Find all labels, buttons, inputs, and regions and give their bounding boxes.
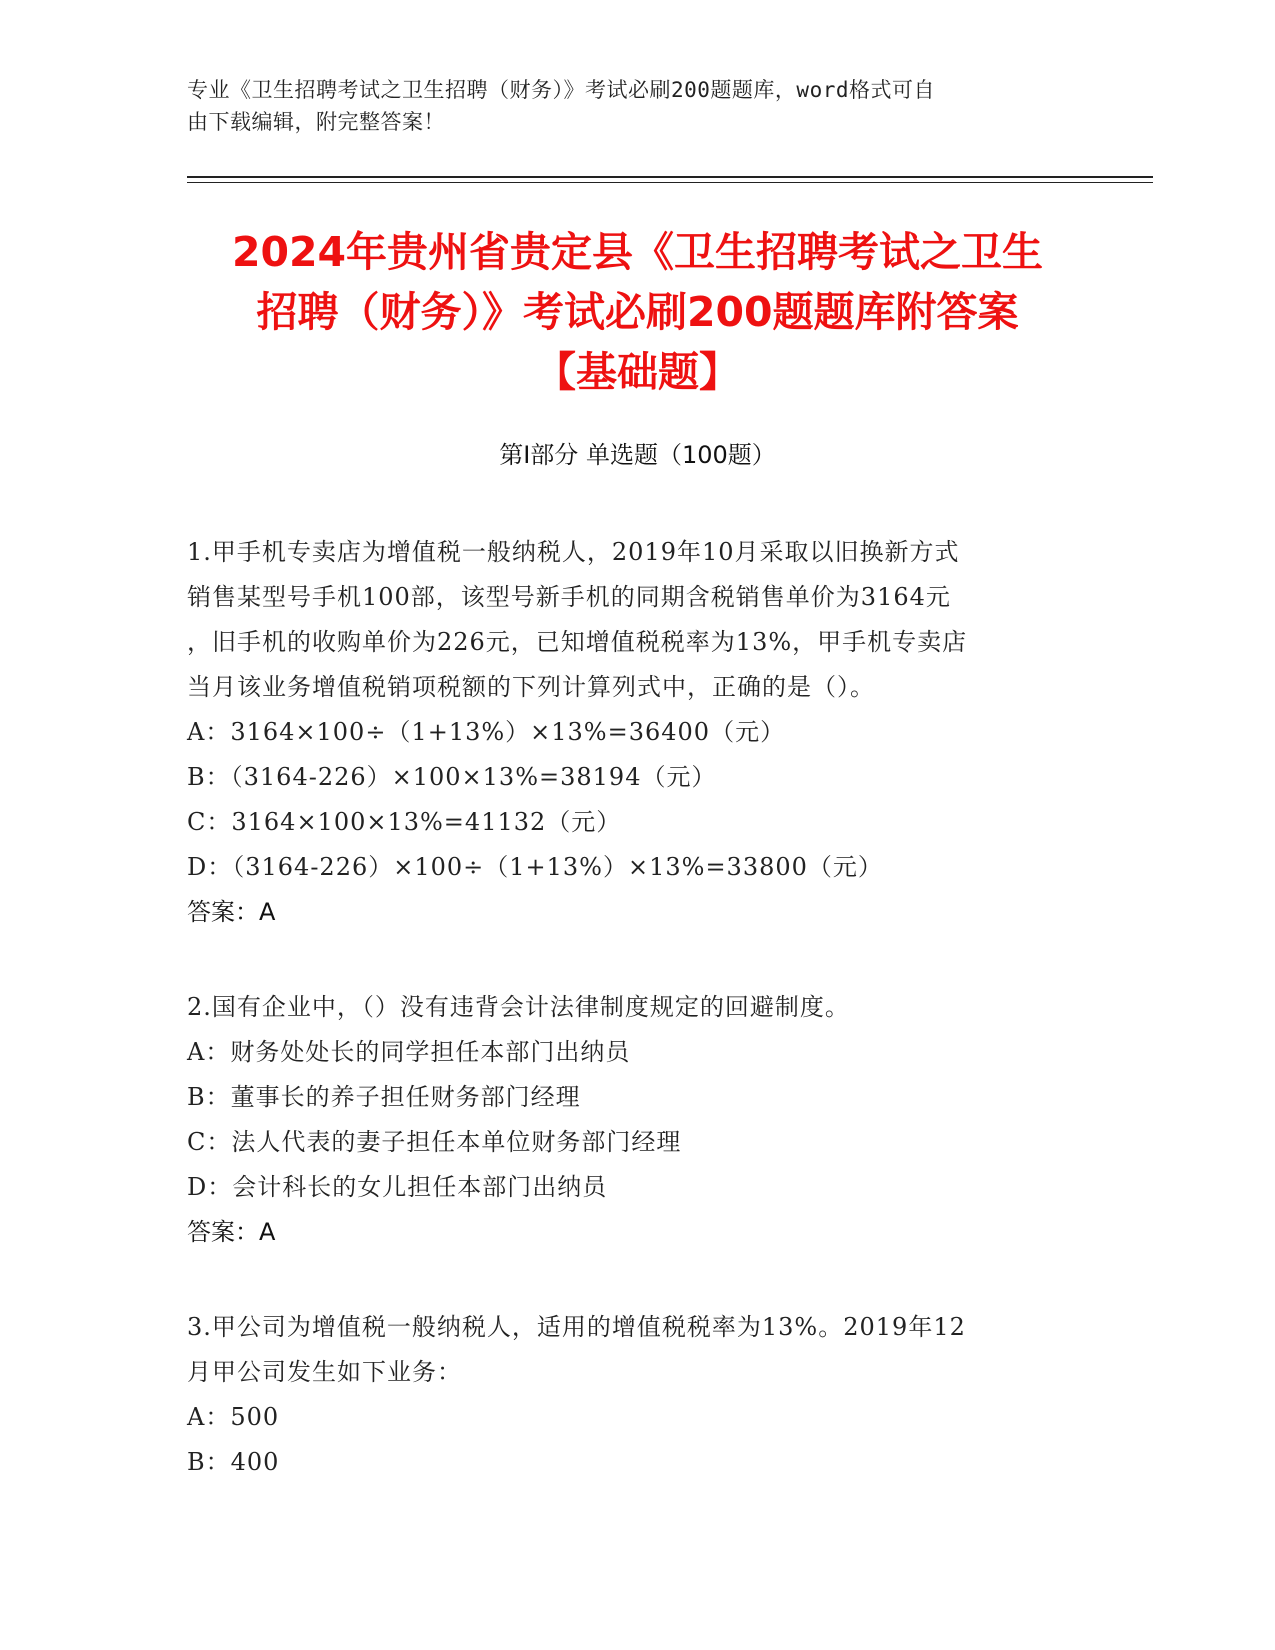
question-stem-line: 2.国有企业中，（）没有违背会计法律制度规定的回避制度。 [187,993,850,1021]
header-note [187,74,1087,138]
question-stem-line: 月甲公司发生如下业务： [187,1358,462,1386]
option-c: C：法人代表的妻子担任本单位财务部门经理 [187,1128,682,1156]
answer: 答案：A [187,898,276,926]
answer: 答案：A [187,1218,276,1246]
title-line: 招聘（财务）》考试必刷200题题库附答案 [256,288,1019,336]
section-heading: 第Ⅰ部分 单选题（100题） [499,441,776,469]
option-a: A：500 [187,1403,280,1431]
option-a: A：财务处处长的同学担任本部门出纳员 [187,1038,631,1066]
question-stem-line: ，旧手机的收购单价为226元，已知增值税税率为13%，甲手机专卖店 [187,628,968,656]
option-a: A：3164×100÷（1+13%）×13%=36400（元） [187,718,786,746]
question-3 [187,1305,1087,1485]
question-stem [187,1305,1087,1395]
option-b: B：董事长的养子担任财务部门经理 [187,1083,581,1111]
question-stem-line: 1.甲手机专卖店为增值税一般纳税人，2019年10月采取以旧换新方式 [187,538,960,566]
document-title [150,222,1125,402]
title-line: 2024年贵州省贵定县《卫生招聘考试之卫生 [231,228,1044,276]
question-stem-line: 当月该业务增值税销项税额的下列计算列式中，正确的是（）。 [187,673,875,701]
question-stem [187,985,1087,1030]
header-divider-thin [187,182,1153,183]
title-line: 【基础题】 [535,348,740,396]
option-b: B：400 [187,1448,280,1476]
header-note-line: 由下载编辑，附完整答案！ [187,110,445,134]
header-note-line: 专业《卫生招聘考试之卫生招聘（财务）》考试必刷200题题库，word格式可自 [187,78,935,102]
header-divider-thick [187,176,1153,178]
option-b: B：（3164-226）×100×13%=38194（元） [187,763,717,791]
option-d: D：会计科长的女儿担任本部门出纳员 [187,1173,608,1201]
question-stem-line: 销售某型号手机100部，该型号新手机的同期含税销售单价为3164元 [187,583,951,611]
question-stem-line: 3.甲公司为增值税一般纳税人，适用的增值税税率为13%。2019年12 [187,1313,966,1341]
question-stem [187,530,1087,710]
option-c: C：3164×100×13%=41132（元） [187,808,622,836]
option-d: D：（3164-226）×100÷（1+13%）×13%=33800（元） [187,853,883,881]
question-1 [187,530,1087,935]
question-2 [187,985,1087,1255]
